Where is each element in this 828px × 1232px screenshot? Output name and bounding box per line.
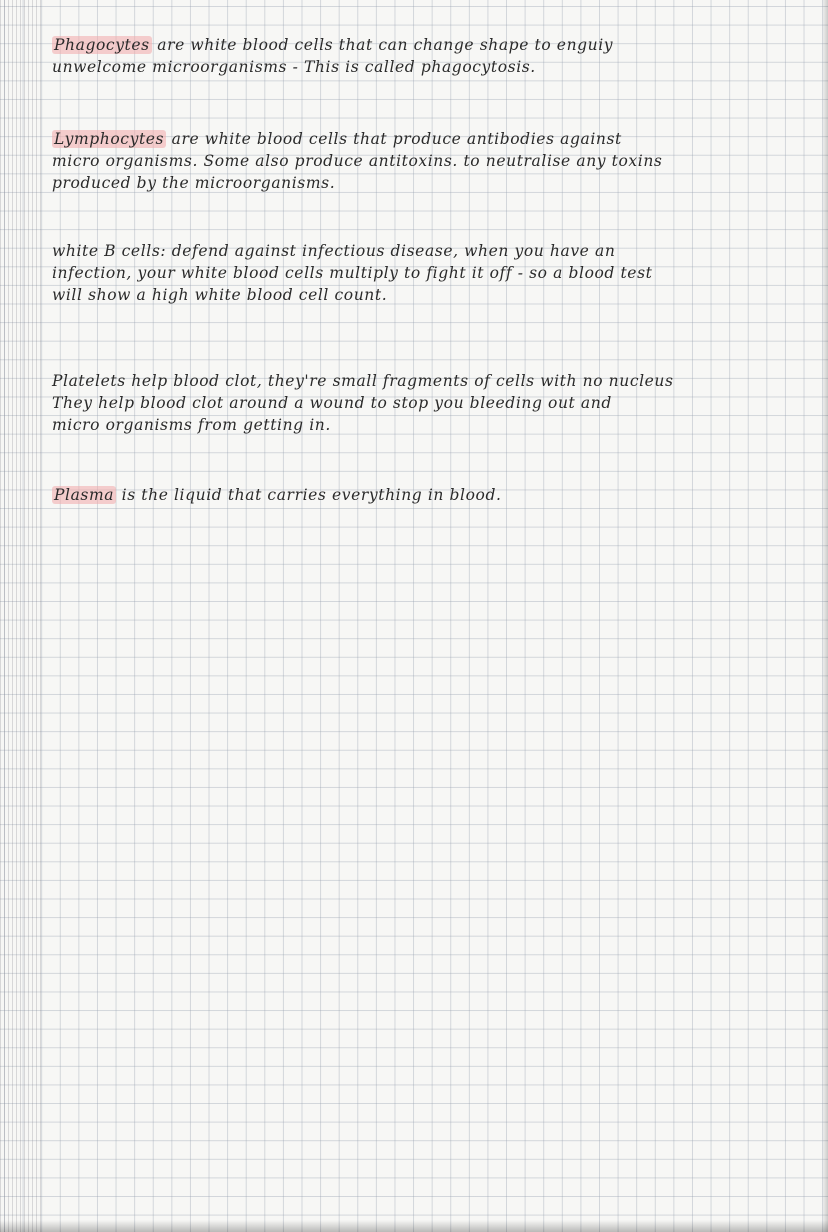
note-line xyxy=(52,128,792,150)
highlighted-term-lymphocytes: Lymphocytes xyxy=(54,130,165,148)
note-line xyxy=(52,56,792,78)
note-line xyxy=(52,172,792,194)
note-line xyxy=(52,484,792,506)
note-line xyxy=(52,240,792,262)
note-text: produced by the microorganisms. xyxy=(52,174,336,192)
note-text: unwelcome microorganisms - This is called phagocytosis. xyxy=(52,58,536,76)
note-text: They help blood clot around a wound to stop you bleeding out and xyxy=(52,394,612,412)
note-text: are white blood cells that can change shape to enguiy xyxy=(151,36,614,54)
paragraph-platelets xyxy=(52,370,792,436)
note-text: will show a high white blood cell count. xyxy=(52,286,388,304)
highlighted-term-plasma: Plasma xyxy=(54,486,115,504)
paragraph-phagocytes xyxy=(52,34,792,78)
note-text: micro organisms. Some also produce antitoxins. to neutralise any toxins xyxy=(52,152,663,170)
page-bottom-edge xyxy=(0,1220,828,1232)
paragraph-white-b-cells xyxy=(52,240,792,306)
note-text: infection, your white blood cells multiply to fight it off - so a blood test xyxy=(52,264,653,282)
term-platelets: Platelets xyxy=(52,372,126,390)
note-text: are white blood cells that produce antibodies against xyxy=(166,130,622,148)
note-text: defend against infectious disease, when you have an xyxy=(166,242,616,260)
note-text: micro organisms from getting in. xyxy=(52,416,331,434)
note-line xyxy=(52,262,792,284)
notebook-binding-edge xyxy=(0,0,44,1232)
note-line xyxy=(52,34,792,56)
highlighted-term-phagocytes: Phagocytes xyxy=(54,36,150,54)
note-line xyxy=(52,150,792,172)
paragraph-lymphocytes xyxy=(52,128,792,194)
note-text: is the liquid that carries everything in blood. xyxy=(116,486,502,504)
page-edge-shadow xyxy=(822,0,828,1232)
note-line xyxy=(52,414,792,436)
paragraph-plasma xyxy=(52,484,792,506)
note-line xyxy=(52,284,792,306)
note-text: help blood clot, they're small fragments of cells with no nucleus xyxy=(125,372,674,390)
note-line xyxy=(52,392,792,414)
term-white-b-cells: white B cells: xyxy=(52,242,167,260)
note-line xyxy=(52,370,792,392)
